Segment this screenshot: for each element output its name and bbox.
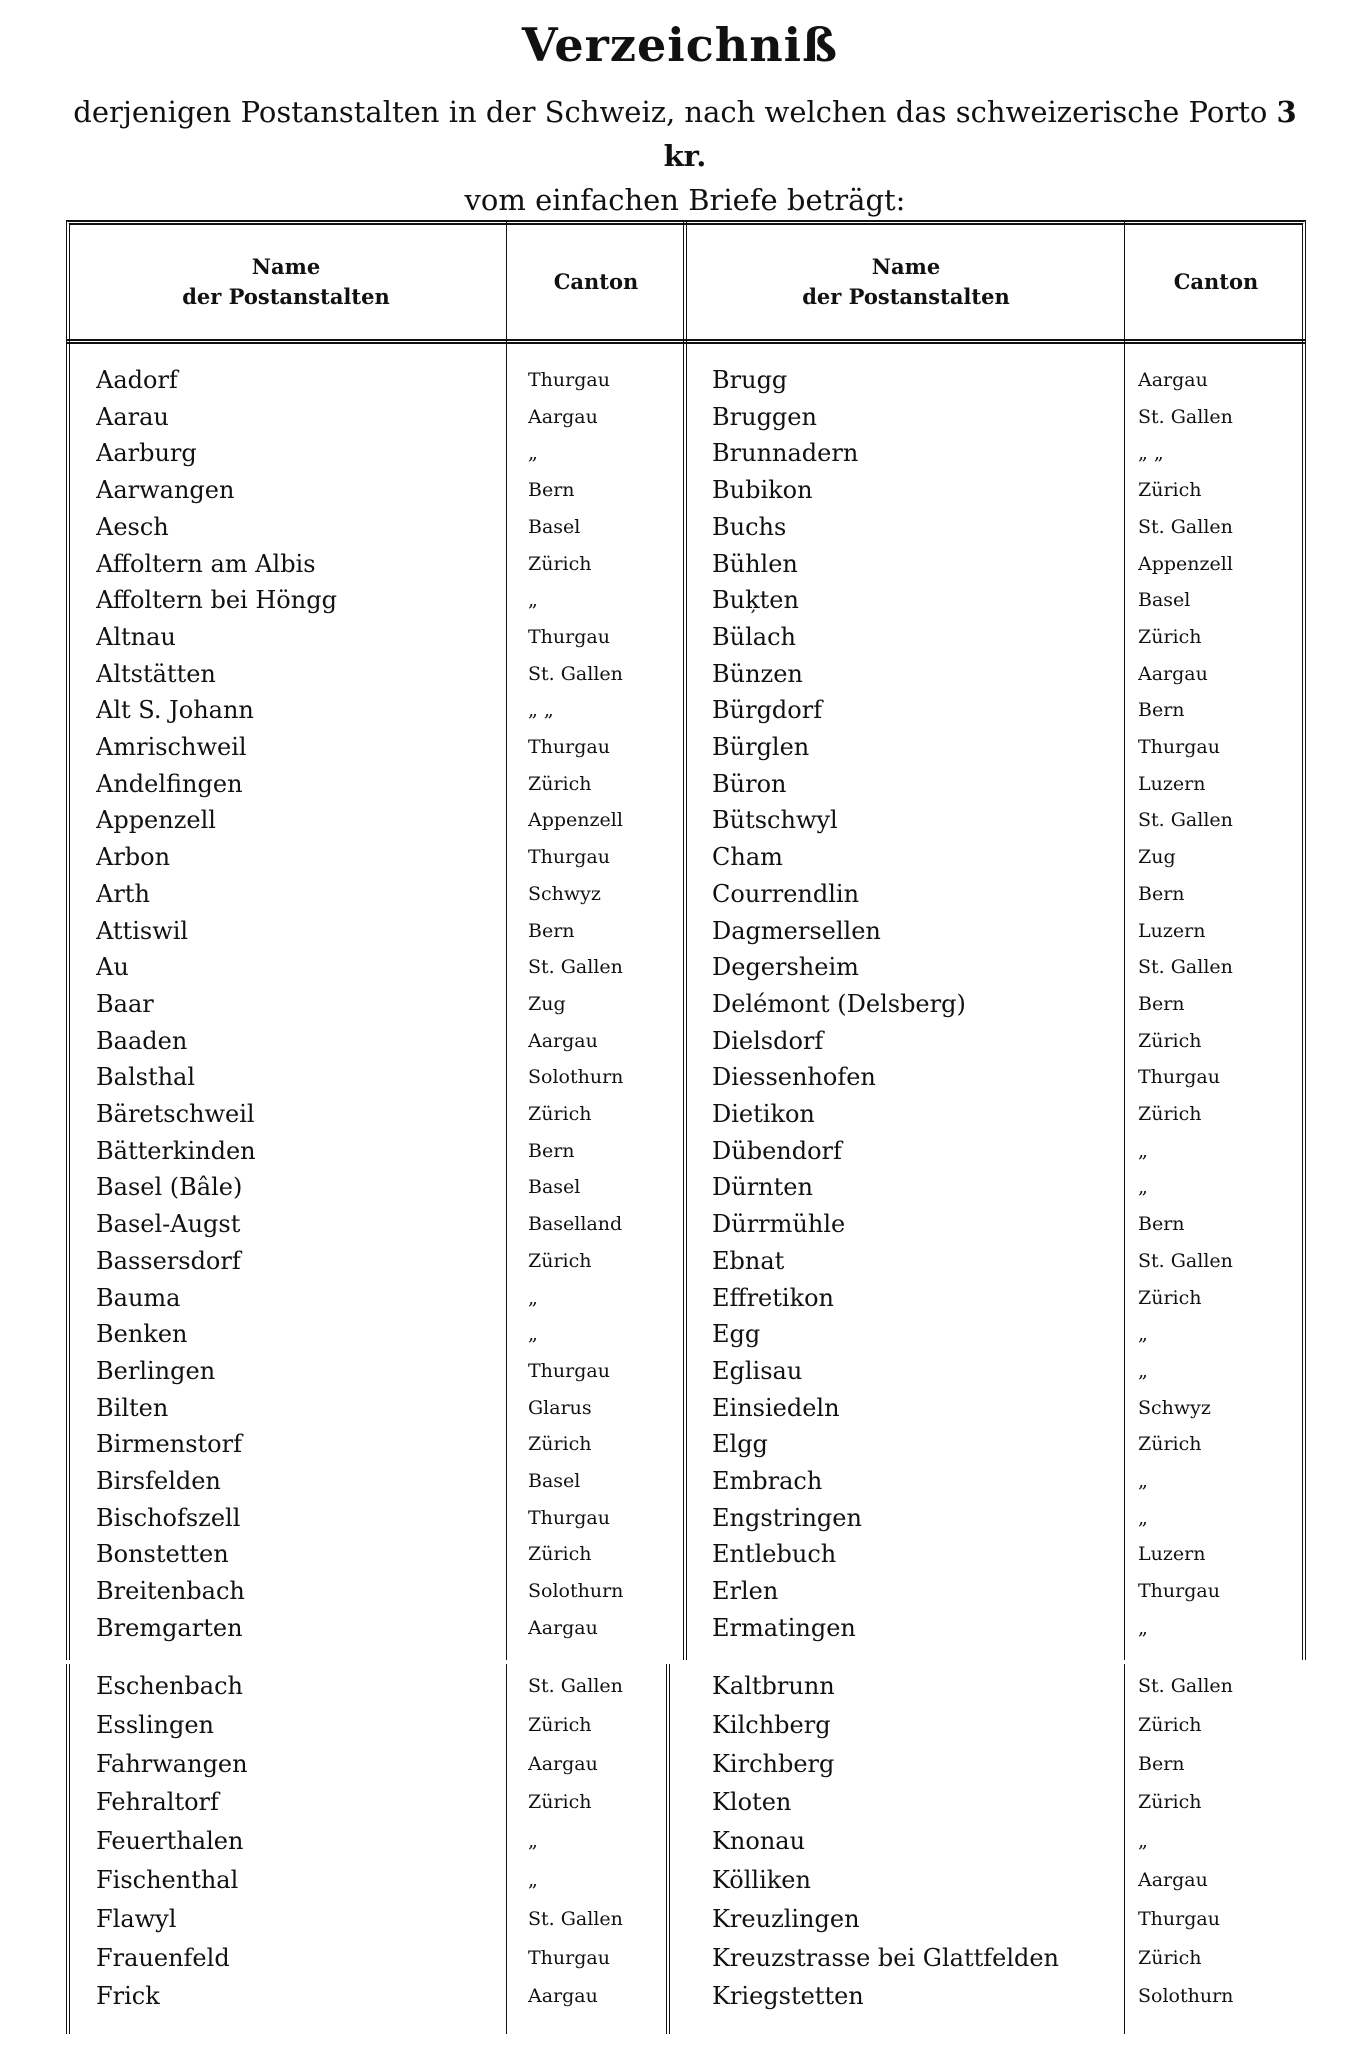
canton-name: Zürich: [1138, 1103, 1202, 1125]
canton-name: Zürich: [1138, 1433, 1202, 1456]
post-office-name: Brugg: [712, 366, 788, 394]
post-office-name: Feuerthalen: [96, 1827, 244, 1856]
table-row: [66, 839, 1306, 876]
canton-name: Schwyz: [1138, 1396, 1211, 1419]
canton-name: Thurgau: [1138, 1580, 1220, 1603]
post-office-name: Fahrwangen: [96, 1749, 248, 1778]
canton-name: „: [528, 1830, 538, 1853]
canton-name: Bern: [1138, 1752, 1185, 1775]
canton-name: Aargau: [1138, 662, 1208, 685]
post-office-name: Dagmersellen: [712, 916, 881, 945]
canton-name: St. Gallen: [528, 662, 623, 685]
post-office-name: Aarau: [96, 402, 169, 431]
post-office-name: Kilchberg: [712, 1710, 831, 1739]
canton-name: Basel: [528, 1176, 581, 1199]
header-canton-label: Canton: [553, 269, 639, 294]
table-row: [66, 1536, 1306, 1573]
canton-name: Bern: [1138, 992, 1185, 1015]
post-office-name: Bätterkinden: [96, 1136, 256, 1165]
canton-name: Bern: [1138, 699, 1185, 722]
canton-name: Zürich: [1138, 1791, 1202, 1814]
table-row: [66, 1463, 1306, 1500]
canton-name: Luzern: [1138, 772, 1206, 795]
table-row: [66, 1096, 1306, 1133]
post-office-name: Affoltern bei Höngg: [96, 586, 337, 615]
canton-name: Zürich: [528, 1433, 592, 1456]
post-office-name: Affoltern am Albis: [96, 549, 316, 578]
table-row: [66, 1573, 1306, 1610]
canton-name: Thurgau: [528, 1359, 610, 1382]
table-row: [66, 1978, 1306, 2015]
post-office-name: Buchs: [712, 512, 787, 541]
post-office-name: Arth: [96, 879, 150, 908]
post-office-name: Degersheim: [712, 953, 859, 982]
canton-name: „: [528, 1869, 538, 1891]
post-office-name: Courrendlin: [712, 879, 860, 908]
post-office-name: Aarwangen: [96, 476, 235, 505]
canton-name: St. Gallen: [1138, 956, 1233, 979]
post-office-name: Eschenbach: [96, 1672, 243, 1700]
canton-name: Aargau: [528, 1752, 598, 1775]
canton-name: „: [1138, 1506, 1148, 1529]
canton-name: Solothurn: [528, 1580, 624, 1603]
table-row: [66, 729, 1306, 766]
post-office-name: Dietikon: [712, 1100, 815, 1128]
post-office-table-continued: [66, 1664, 1306, 2034]
table-row: [66, 1862, 1306, 1899]
post-office-name: Fehraltorf: [96, 1788, 219, 1817]
document-title: Verzeichniß: [521, 18, 839, 72]
table-row: [66, 509, 1306, 546]
post-office-name: Benken: [96, 1320, 188, 1349]
header-name-line1: Name: [251, 254, 321, 279]
post-office-name: Bubikon: [712, 476, 813, 505]
canton-name: „ „: [1138, 442, 1164, 465]
canton-name: Aargau: [528, 1029, 598, 1052]
post-office-name: Esslingen: [96, 1710, 214, 1739]
post-office-name: Cham: [712, 843, 783, 872]
canton-name: Thurgau: [1138, 1907, 1220, 1930]
post-office-name: Bonstetten: [96, 1540, 229, 1569]
canton-name: Luzern: [1138, 919, 1206, 942]
table-row: [66, 1390, 1306, 1427]
post-office-name: Baaden: [96, 1026, 188, 1055]
header-name-line1: Name: [871, 254, 941, 279]
canton-name: Bern: [528, 479, 575, 502]
canton-name: Bern: [528, 1139, 575, 1162]
canton-name: Bern: [1138, 1213, 1185, 1236]
canton-name: Aargau: [1138, 369, 1208, 391]
canton-name: „: [1138, 1616, 1148, 1639]
canton-name: Thurgau: [528, 1946, 610, 1969]
post-office-name: Aarburg: [96, 439, 197, 468]
post-office-name: Brunnadern: [712, 439, 859, 468]
post-office-name: Bruggen: [712, 402, 817, 431]
post-office-name: Baar: [96, 989, 154, 1018]
table-row: [66, 1426, 1306, 1463]
canton-name: St. Gallen: [1138, 405, 1233, 428]
post-office-name: Dürnten: [712, 1173, 813, 1202]
post-office-name: Diessenhofen: [712, 1063, 876, 1092]
post-office-name: Effretikon: [712, 1283, 835, 1312]
post-office-name: Birmenstorf: [96, 1430, 242, 1459]
post-office-name: Attiswil: [96, 916, 189, 945]
post-office-name: Bürglen: [712, 733, 810, 761]
canton-name: Bern: [528, 919, 575, 942]
canton-name: Appenzell: [1138, 552, 1233, 575]
post-office-name: Bütschwyl: [712, 806, 838, 835]
canton-name: „: [1138, 1176, 1148, 1199]
post-office-name: Amrischweil: [96, 733, 247, 761]
header-name-line2: der Postanstalten: [802, 284, 1010, 309]
post-office-name: Egg: [712, 1320, 761, 1349]
post-office-table: [66, 220, 1306, 1660]
post-office-name: Balsthal: [96, 1063, 196, 1092]
post-office-name: Kloten: [712, 1788, 792, 1817]
canton-name: St. Gallen: [1138, 1249, 1233, 1272]
post-office-name: Bilten: [96, 1393, 169, 1422]
canton-name: „: [528, 1286, 538, 1309]
subtitle-line-2: vom einfachen Briefe beträgt:: [464, 183, 906, 217]
post-office-name: Kreuzstrasse bei Glattfelden: [712, 1943, 1060, 1972]
table-row: [66, 546, 1306, 583]
canton-name: Thurgau: [1138, 736, 1220, 758]
table-row: [66, 1206, 1306, 1243]
post-office-name: Eglisau: [712, 1356, 803, 1385]
table-row: [66, 1059, 1306, 1096]
canton-name: „: [528, 589, 538, 612]
table-row: [66, 1901, 1306, 1938]
table-row: [66, 1133, 1306, 1170]
canton-name: „: [1138, 1359, 1148, 1382]
canton-name: Thurgau: [528, 625, 610, 648]
post-office-name: Bürgdorf: [712, 696, 823, 725]
table-row: [66, 1500, 1306, 1537]
canton-name: Zürich: [1138, 1713, 1202, 1736]
post-office-name: Kölliken: [712, 1866, 811, 1894]
canton-name: Zürich: [528, 552, 592, 575]
table-row: [66, 913, 1306, 950]
post-office-name: Ermatingen: [712, 1613, 856, 1642]
post-office-name: Ebnat: [712, 1246, 785, 1275]
post-office-name: Berlingen: [96, 1356, 216, 1385]
canton-name: „ „: [528, 699, 554, 722]
canton-name: Aargau: [1138, 1869, 1208, 1891]
post-office-name: Bassersdorf: [96, 1246, 241, 1275]
canton-name: Zug: [1138, 846, 1176, 869]
table-row: [66, 876, 1306, 913]
post-office-name: Bäretschweil: [96, 1100, 255, 1128]
post-office-name: Elgg: [712, 1430, 768, 1459]
canton-name: Basel: [528, 1470, 581, 1492]
post-office-name: Altnau: [96, 622, 176, 651]
post-office-name: Flawyl: [96, 1904, 177, 1933]
table-row: [66, 1610, 1306, 1647]
canton-name: St. Gallen: [1138, 809, 1233, 832]
canton-name: Bern: [1138, 882, 1185, 905]
table-row: [66, 1169, 1306, 1206]
canton-name: Solothurn: [1138, 1985, 1234, 2008]
post-office-name: Büron: [712, 769, 787, 798]
canton-name: Schwyz: [528, 882, 601, 905]
canton-name: Thurgau: [528, 1506, 610, 1529]
canton-name: Glarus: [528, 1396, 592, 1419]
canton-name: St. Gallen: [528, 1675, 623, 1697]
header-name-right: [686, 230, 1126, 334]
post-office-name: Einsiedeln: [712, 1393, 840, 1422]
post-office-name: Appenzell: [96, 806, 216, 835]
post-office-name: Frick: [96, 1982, 160, 2011]
post-office-name: Basel (Bâle): [96, 1173, 243, 1202]
canton-name: Zürich: [1138, 479, 1202, 502]
post-office-name: Kriegstetten: [712, 1982, 864, 2011]
post-office-name: Dübendorf: [712, 1136, 842, 1165]
table-row: [66, 435, 1306, 472]
canton-name: Solothurn: [528, 1066, 624, 1089]
table-row: [66, 472, 1306, 509]
post-office-name: Birsfelden: [96, 1467, 221, 1495]
canton-name: Zürich: [1138, 1946, 1202, 1969]
post-office-name: Bauma: [96, 1283, 181, 1312]
post-office-name: Arbon: [96, 843, 171, 872]
table-row: [66, 1784, 1306, 1821]
canton-name: Thurgau: [528, 846, 610, 869]
post-office-name: Breitenbach: [96, 1577, 245, 1606]
canton-name: St. Gallen: [1138, 1675, 1233, 1697]
table-row: [66, 619, 1306, 656]
canton-name: Appenzell: [528, 809, 623, 832]
canton-name: St. Gallen: [1138, 515, 1233, 538]
post-office-name: Bülach: [712, 622, 796, 651]
canton-name: Zürich: [1138, 1029, 1202, 1052]
table-row: [66, 986, 1306, 1023]
post-office-name: Erlen: [712, 1577, 779, 1606]
table-row: [66, 1940, 1306, 1977]
table-row: [66, 692, 1306, 729]
subtitle-line-1: [60, 90, 1310, 178]
canton-name: Zürich: [528, 1543, 592, 1566]
canton-name: Zürich: [528, 1713, 592, 1736]
canton-name: „: [1138, 1470, 1148, 1492]
porto-amount: 3 kr.: [663, 95, 1297, 173]
post-office-name: Dürrmühle: [712, 1210, 846, 1239]
header-name-left: [66, 230, 506, 334]
post-office-name: Engstringen: [712, 1503, 862, 1532]
table-row: [66, 1316, 1306, 1353]
document-subtitle: [60, 90, 1310, 222]
table-row: [66, 1353, 1306, 1390]
post-office-name: Bühlen: [712, 549, 798, 578]
canton-name: Thurgau: [528, 736, 610, 758]
canton-name: Zürich: [528, 1103, 592, 1125]
canton-name: St. Gallen: [528, 956, 623, 979]
table-row: [66, 1280, 1306, 1317]
table-row: [66, 362, 1306, 399]
table-row: [66, 949, 1306, 986]
post-office-name: Alt S. Johann: [96, 696, 254, 725]
table-row: [66, 802, 1306, 839]
canton-name: Zürich: [528, 1791, 592, 1814]
post-office-name: Altstätten: [96, 659, 216, 688]
canton-name: Aargau: [528, 405, 598, 428]
canton-name: Thurgau: [1138, 1066, 1220, 1089]
post-office-name: Kirchberg: [712, 1749, 835, 1778]
subtitle-text: derjenigen Postanstalten in der Schweiz, nach welchen das schweizerische Porto: [73, 95, 1268, 129]
post-office-name: Bischofszell: [96, 1503, 241, 1532]
canton-name: Aargau: [528, 1616, 598, 1639]
post-office-name: Aadorf: [96, 366, 178, 394]
table-row: [66, 766, 1306, 803]
post-office-name: Bremgarten: [96, 1613, 243, 1642]
header-canton-left: [506, 230, 686, 334]
post-office-name: Fischenthal: [96, 1866, 239, 1894]
table-row: [66, 1823, 1306, 1860]
post-office-name: Au: [96, 953, 129, 982]
post-office-name: Bünzen: [712, 659, 803, 688]
post-office-name: Basel-Augst: [96, 1210, 241, 1239]
canton-name: Basel: [528, 515, 581, 538]
table-row: [66, 1707, 1306, 1744]
post-office-name: Entlebuch: [712, 1540, 837, 1569]
canton-name: Zürich: [528, 772, 592, 795]
canton-name: Aargau: [528, 1985, 598, 2008]
header-canton-right: [1126, 230, 1306, 334]
post-office-name: Kreuzlingen: [712, 1904, 860, 1933]
canton-name: „: [528, 442, 538, 465]
post-office-name: Andelfingen: [96, 769, 243, 798]
canton-name: Baselland: [528, 1213, 623, 1236]
post-office-name: Buķten: [712, 586, 799, 615]
table-row: [66, 1023, 1306, 1060]
post-office-name: Delémont (Delsberg): [712, 989, 966, 1018]
canton-name: Basel: [1138, 589, 1191, 612]
canton-name: Zürich: [1138, 625, 1202, 648]
table-row: [66, 1668, 1306, 1705]
post-office-name: Aesch: [96, 512, 169, 541]
header-canton-label: Canton: [1173, 269, 1259, 294]
canton-name: Luzern: [1138, 1543, 1206, 1566]
canton-name: Zürich: [1138, 1286, 1202, 1309]
header-name-line2: der Postanstalten: [182, 284, 390, 309]
canton-name: „: [528, 1323, 538, 1346]
table-row: [66, 399, 1306, 436]
post-office-name: Frauenfeld: [96, 1943, 230, 1972]
post-office-name: Dielsdorf: [712, 1026, 824, 1055]
post-office-name: Knonau: [712, 1827, 806, 1856]
canton-name: St. Gallen: [528, 1907, 623, 1930]
canton-name: Thurgau: [528, 369, 610, 391]
canton-name: „: [1138, 1830, 1148, 1853]
table-row: [66, 1243, 1306, 1280]
canton-name: Zürich: [528, 1249, 592, 1272]
post-office-name: Kaltbrunn: [712, 1672, 835, 1700]
canton-name: „: [1138, 1139, 1148, 1162]
canton-name: „: [1138, 1323, 1148, 1346]
canton-name: Zug: [528, 992, 566, 1015]
table-row: [66, 1746, 1306, 1783]
post-office-name: Embrach: [712, 1467, 823, 1495]
table-row: [66, 656, 1306, 693]
table-row: [66, 582, 1306, 619]
